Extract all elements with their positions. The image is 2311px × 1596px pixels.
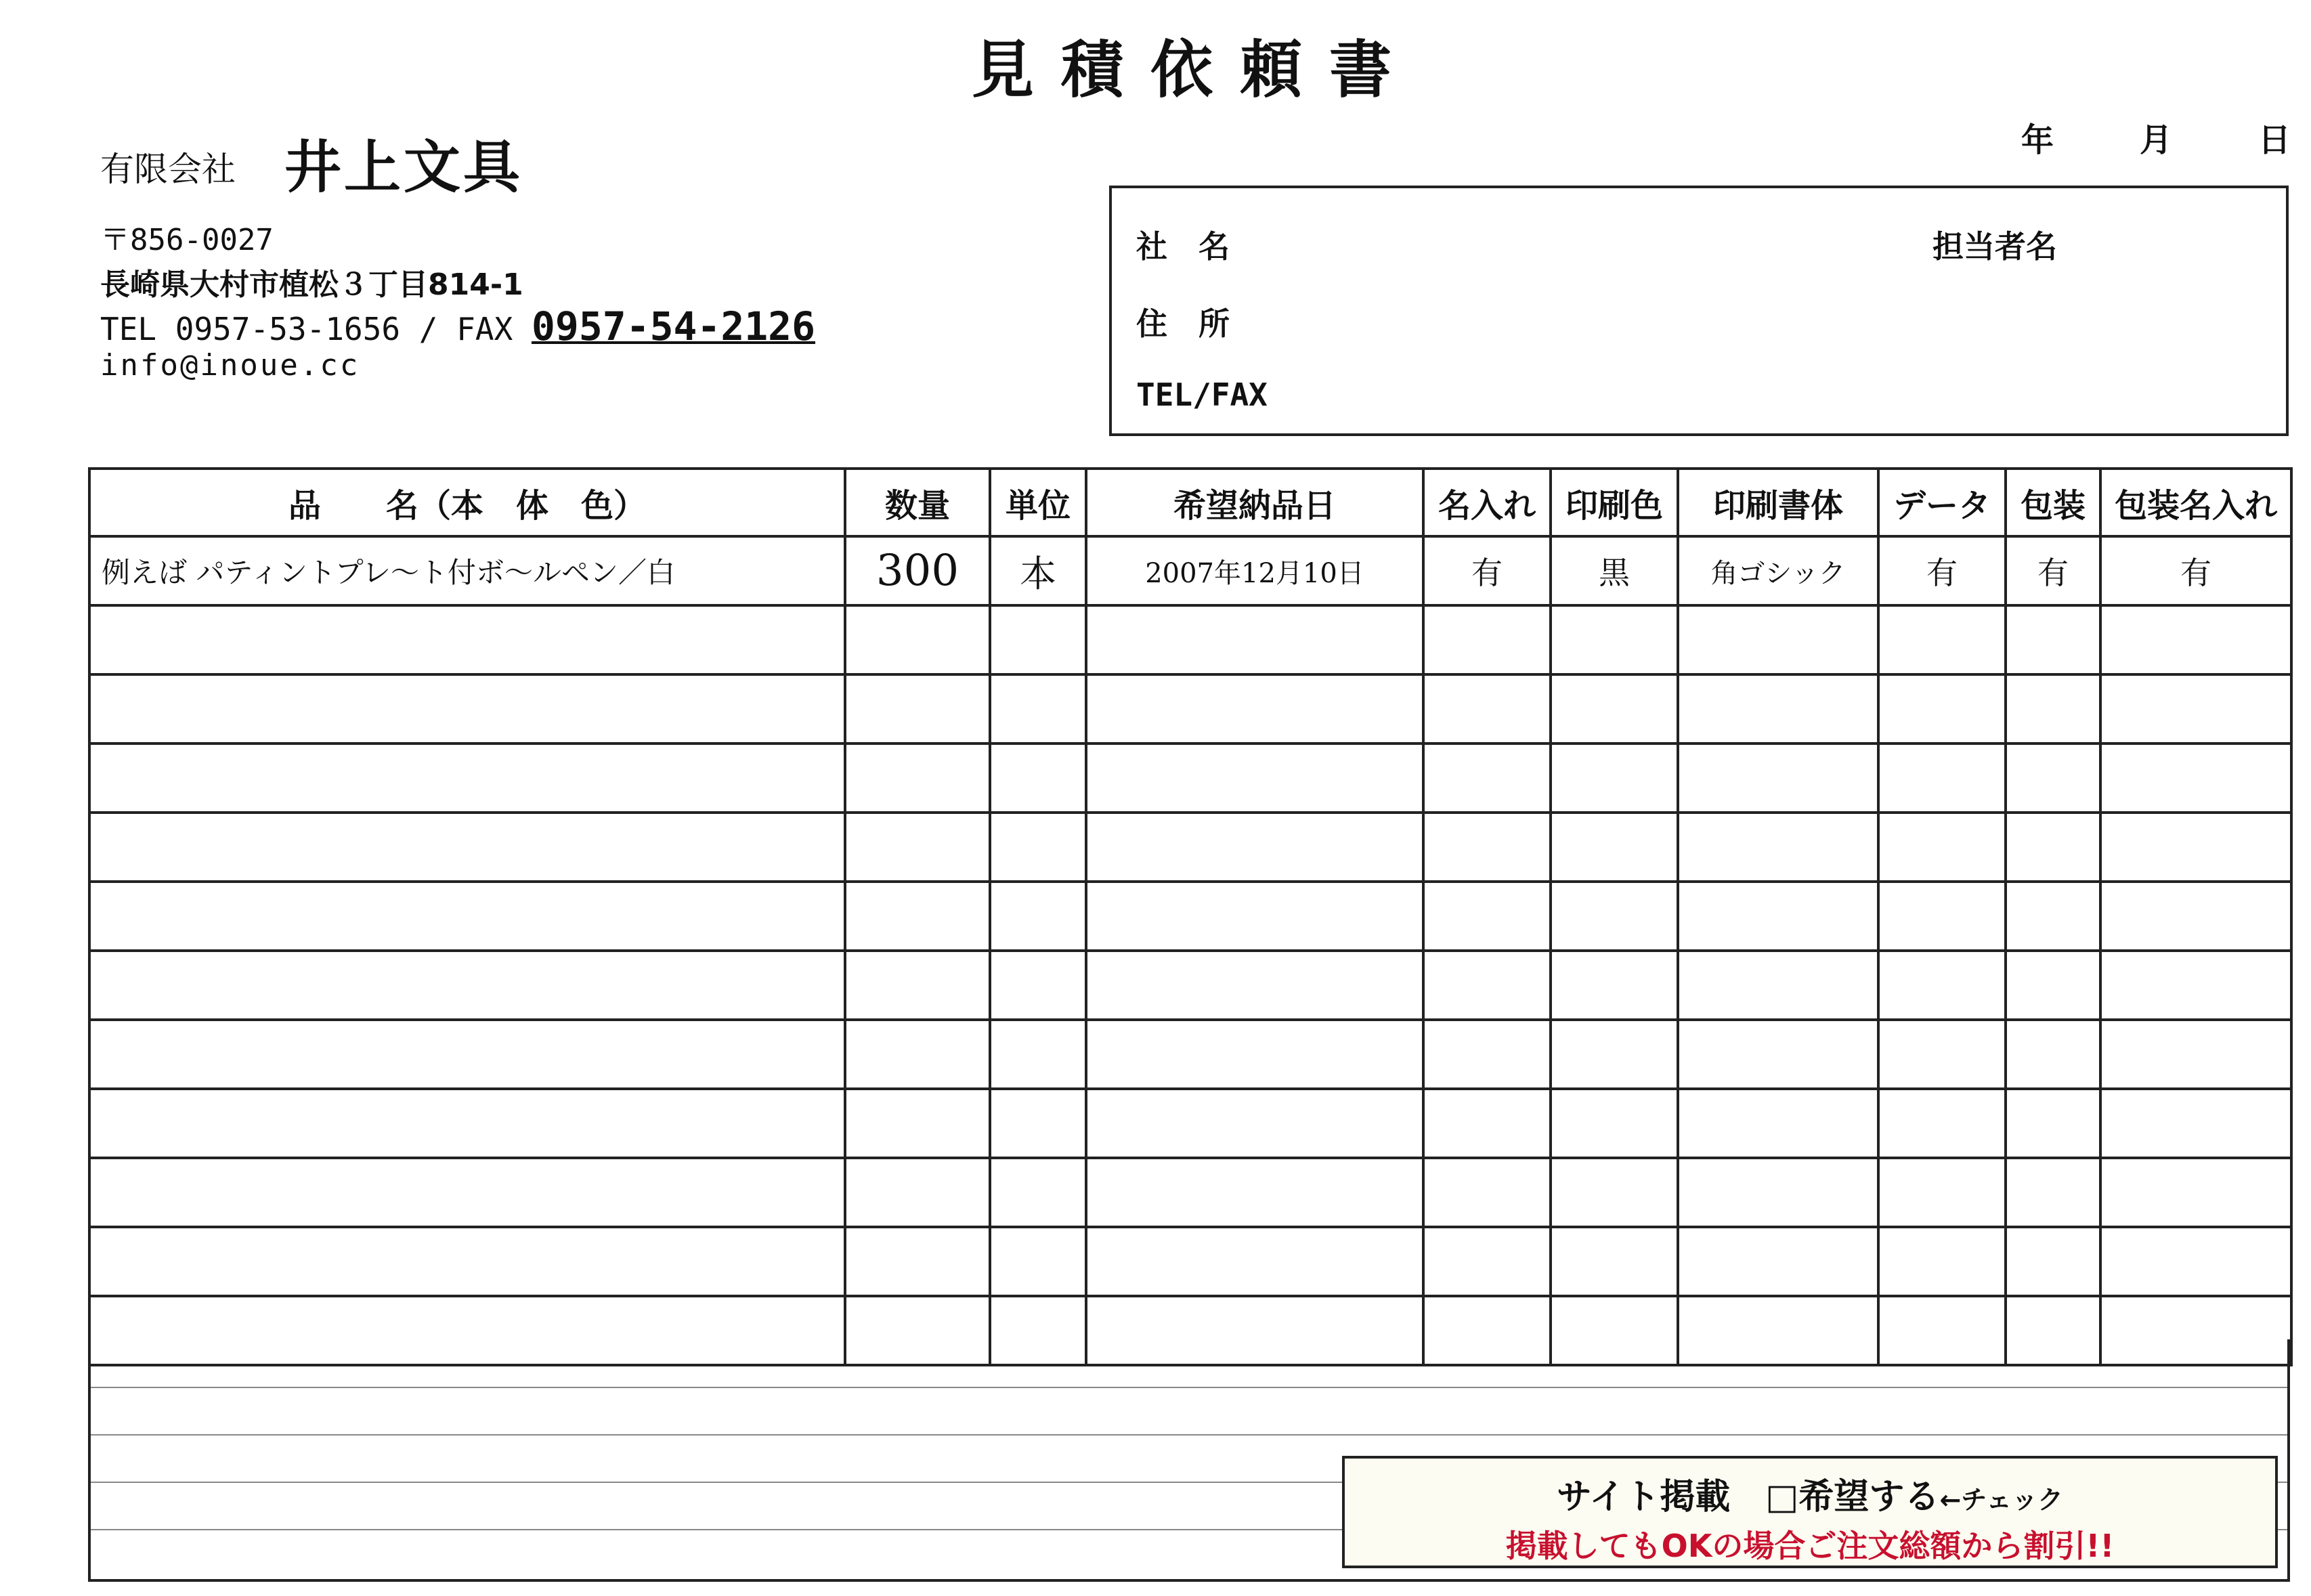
customer-telfax-label: TEL/FAX <box>1136 376 1268 413</box>
document-title: 見積依頼書 <box>971 34 1419 106</box>
customer-address-label: 住 所 <box>1136 305 1230 342</box>
table-row <box>89 1158 2291 1227</box>
site-listing-option[interactable] <box>1345 1468 2275 1519</box>
table-row <box>89 882 2291 951</box>
customer-company-label: 社 名 <box>1136 228 1230 265</box>
discount-notice: 掲載してもOKの場合ご注文総額から割引!! <box>1505 1528 2115 1564</box>
header-print-font: 印刷書体 <box>1678 469 1878 536</box>
header-wrapping: 包装 <box>2006 469 2100 536</box>
date-year-label: 年 <box>2021 121 2054 159</box>
items-table <box>88 467 2293 1366</box>
company-address: 長崎県大村市植松３丁目814-1 <box>100 267 523 302</box>
example-print-font: 角ゴシック <box>1678 536 1878 605</box>
table-row <box>89 1020 2291 1089</box>
header-item-name: 品 名（本 体 色） <box>89 469 845 536</box>
example-wrapping: 有 <box>2006 536 2100 605</box>
table-row <box>89 813 2291 882</box>
date-field <box>1935 114 2291 160</box>
example-data: 有 <box>1878 536 2006 605</box>
customer-info-box <box>1109 186 2289 436</box>
site-listing-label: サイト掲載 □希望する <box>1556 1477 1940 1517</box>
company-type: 有限会社 <box>100 150 236 189</box>
check-hint: ←チェック <box>1939 1485 2064 1515</box>
header-data: データ <box>1878 469 2006 536</box>
example-print-color: 黒 <box>1551 536 1678 605</box>
header-quantity: 数量 <box>845 469 990 536</box>
example-quantity: 300 <box>845 536 990 605</box>
fax-number: 0957-54-2126 <box>531 303 816 349</box>
site-listing-box <box>1342 1456 2278 1568</box>
header-wrap-name: 包装名入れ <box>2100 469 2291 536</box>
header-delivery-date: 希望納品日 <box>1086 469 1423 536</box>
date-month-label: 月 <box>2139 121 2172 159</box>
table-row <box>89 743 2291 813</box>
date-day-label: 日 <box>2258 121 2291 159</box>
company-tel-fax <box>100 303 815 349</box>
table-row <box>89 674 2291 743</box>
postal-code: 〒856-0027 <box>100 223 274 257</box>
tel-text: TEL 0957-53-1656 / FAX <box>100 311 532 347</box>
example-row <box>89 536 2291 605</box>
table-header-row <box>89 469 2291 536</box>
header-unit: 単位 <box>990 469 1086 536</box>
table-row <box>89 951 2291 1020</box>
company-name: 井上文具 <box>284 133 523 200</box>
note-line <box>91 1387 2287 1388</box>
example-item-name: 例えば パティントプレ〜ト付ボ〜ルペン／白 <box>89 536 845 605</box>
note-line <box>91 1434 2287 1436</box>
table-row <box>89 1089 2291 1158</box>
example-name-print: 有 <box>1423 536 1551 605</box>
table-row <box>89 605 2291 674</box>
header-name-print: 名入れ <box>1423 469 1551 536</box>
header-print-color: 印刷色 <box>1551 469 1678 536</box>
example-delivery-date: 2007年12月10日 <box>1086 536 1423 605</box>
table-row <box>89 1227 2291 1296</box>
customer-contact-label: 担当者名 <box>1932 228 2057 265</box>
example-unit: 本 <box>990 536 1086 605</box>
example-wrap-name: 有 <box>2100 536 2291 605</box>
company-email: info@inoue.cc <box>100 348 360 383</box>
